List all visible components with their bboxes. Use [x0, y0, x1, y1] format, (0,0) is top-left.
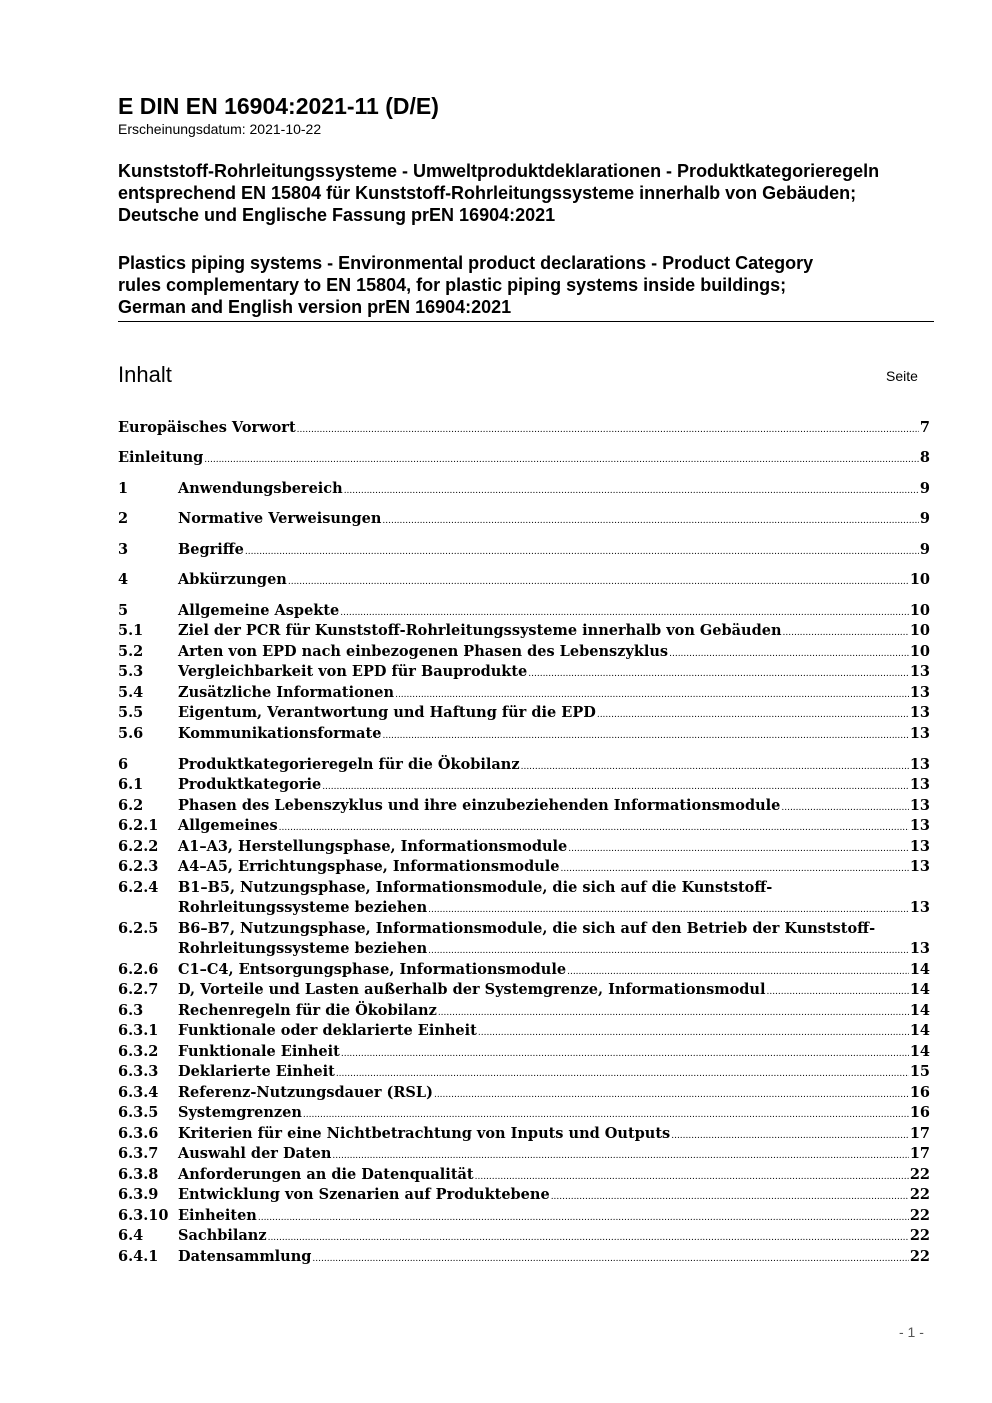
toc-entry-number: 6.2.1: [118, 817, 159, 834]
toc-entry[interactable]: [118, 662, 930, 682]
toc-dot-leader: [597, 703, 909, 725]
toc-entry-page: 9: [919, 541, 930, 558]
toc-entry-label-continued: Rohrleitungssysteme beziehen: [178, 940, 428, 957]
toc-dot-leader: [568, 837, 909, 859]
toc-entry-page: 10: [909, 622, 930, 639]
toc-dot-leader: [781, 796, 908, 818]
toc-entry-label: Einleitung: [118, 449, 204, 466]
toc-entry-number: 6.4.1: [118, 1248, 159, 1265]
toc-entry-number: 6.2.3: [118, 858, 159, 875]
toc-dot-leader: [336, 1062, 909, 1084]
toc-entry[interactable]: [118, 878, 930, 898]
toc-entry[interactable]: [118, 1226, 930, 1246]
toc-entry-page: 13: [909, 797, 930, 814]
toc-entry-page: 14: [909, 1043, 930, 1060]
toc-entry-number: 5.3: [118, 663, 144, 680]
toc-entry[interactable]: [118, 1165, 930, 1185]
toc-entry-label: Phasen des Lebenszyklus und ihre einzubeziehenden Informationsmodule: [178, 797, 781, 814]
toc-entry-label: C1–C4, Entsorgungsphase, Informationsmodule: [178, 961, 567, 978]
toc-entry[interactable]: [118, 642, 930, 662]
toc-entry[interactable]: [118, 1083, 930, 1103]
toc-entry-number: 2: [118, 510, 129, 527]
toc-entry-label: Produktkategorieregeln für die Ökobilanz: [178, 756, 520, 773]
toc-dot-leader: [528, 662, 909, 684]
toc-entry-page: 13: [909, 725, 930, 742]
toc-entry-number: 6.3: [118, 1002, 144, 1019]
toc-dot-leader: [341, 1042, 909, 1064]
toc-entry[interactable]: [118, 1042, 930, 1062]
toc-entry-number: 6.3.3: [118, 1063, 159, 1080]
toc-dot-leader: [428, 939, 909, 961]
toc-dot-leader: [297, 418, 919, 440]
toc-entry-label: Entwicklung von Szenarien auf Produktebene: [178, 1186, 550, 1203]
toc-entry-page: 10: [909, 602, 930, 619]
toc-entry-page: 10: [909, 643, 930, 660]
toc-dot-leader: [288, 570, 909, 592]
toc-entry-label: A4–A5, Errichtungsphase, Informationsmodule: [178, 858, 560, 875]
toc-entry[interactable]: [118, 1001, 930, 1021]
toc-entry[interactable]: [118, 775, 930, 795]
toc-entry-continuation[interactable]: [118, 939, 930, 959]
toc-entry-page: 13: [909, 940, 930, 957]
toc-entry-number: 6.2.2: [118, 838, 159, 855]
toc-entry-number: 4: [118, 571, 129, 588]
toc-entry-page: 13: [909, 776, 930, 793]
toc-entry-page: 16: [909, 1084, 930, 1101]
toc-dot-leader: [382, 509, 919, 531]
toc-entry-number: 6.3.7: [118, 1145, 159, 1162]
toc-entry-page: 13: [909, 684, 930, 701]
toc-entry-number: 6.4: [118, 1227, 144, 1244]
toc-entry-number: 5.5: [118, 704, 144, 721]
toc-entry[interactable]: [118, 919, 930, 939]
toc-entry[interactable]: [118, 1185, 930, 1205]
toc-entry-label: Allgemeine Aspekte: [178, 602, 340, 619]
toc-entry-label: Kommunikationsformate: [178, 725, 382, 742]
toc-entry-number: 5.4: [118, 684, 144, 701]
toc-entry-page: 14: [909, 1022, 930, 1039]
toc-entry[interactable]: [118, 960, 930, 980]
toc-entry[interactable]: [118, 479, 930, 499]
toc-entry[interactable]: [118, 683, 930, 703]
toc-dot-leader: [438, 1001, 909, 1023]
toc-entry[interactable]: [118, 703, 930, 723]
toc-entry-label: Europäisches Vorwort: [118, 419, 296, 436]
toc-entry-number: 6.3.10: [118, 1207, 169, 1224]
toc-entry[interactable]: [118, 418, 930, 438]
toc-dot-leader: [567, 960, 909, 982]
toc-entry[interactable]: [118, 1247, 930, 1267]
title-english-line: rules complementary to EN 15804, for plastic piping systems inside buildings;: [118, 275, 787, 295]
toc-dot-leader: [204, 448, 919, 470]
toc-entry-page: 7: [919, 419, 930, 436]
toc-entry[interactable]: [118, 509, 930, 529]
toc-entry[interactable]: [118, 1124, 930, 1144]
toc-entry-number: 5.2: [118, 643, 144, 660]
title-english-line: German and English version prEN 16904:2021: [118, 297, 512, 317]
toc-entry-label: Funktionale Einheit: [178, 1043, 340, 1060]
toc-entry-label: Auswahl der Daten: [178, 1145, 332, 1162]
toc-entry[interactable]: [118, 1144, 930, 1164]
toc-dot-leader: [245, 540, 919, 562]
toc-entry-page: 22: [909, 1248, 930, 1265]
toc-entry-page: 8: [919, 449, 930, 466]
toc-entry-label: Abkürzungen: [178, 571, 287, 588]
toc-entry-number: 1: [118, 480, 129, 497]
table-of-contents: [118, 0, 930, 1403]
toc-entry-number: 5.1: [118, 622, 144, 639]
toc-entry-label: D, Vorteile und Lasten außerhalb der Systemgrenze, Informationsmodul: [178, 981, 766, 998]
toc-entry[interactable]: [118, 540, 930, 560]
toc-entry[interactable]: [118, 1021, 930, 1041]
toc-entry-page: 13: [909, 756, 930, 773]
toc-entry-label: Allgemeines: [178, 817, 278, 834]
toc-dot-leader: [561, 857, 909, 879]
toc-dot-leader: [303, 1103, 909, 1125]
toc-entry[interactable]: [118, 1206, 930, 1226]
toc-entry-number: 5: [118, 602, 129, 619]
toc-entry-number: 6.2.4: [118, 879, 159, 896]
toc-dot-leader: [340, 601, 909, 623]
toc-entry-page: 14: [909, 1002, 930, 1019]
toc-entry-label: Eigentum, Verantwortung und Haftung für die EPD: [178, 704, 596, 721]
toc-entry[interactable]: [118, 796, 930, 816]
page-number: - 1 -: [899, 1324, 924, 1340]
toc-entry-page: 17: [909, 1145, 930, 1162]
document-id: E DIN EN 16904:2021-11 (D/E): [118, 93, 439, 119]
publication-date: Erscheinungsdatum: 2021-10-22: [118, 121, 322, 137]
toc-dot-leader: [671, 1124, 909, 1146]
toc-entry-label: Sachbilanz: [178, 1227, 267, 1244]
toc-dot-leader: [279, 816, 909, 838]
toc-entry-page: 13: [909, 704, 930, 721]
title-english-line: Plastics piping systems - Environmental product declarations - Product Category: [118, 253, 814, 273]
toc-entry-page: 14: [909, 981, 930, 998]
toc-dot-leader: [258, 1206, 909, 1228]
toc-entry-number: 6.2: [118, 797, 144, 814]
toc-entry-label-continued: Rohrleitungssysteme beziehen: [178, 899, 428, 916]
toc-entry-label: Vergleichbarkeit von EPD für Bauprodukte: [178, 663, 528, 680]
toc-dot-leader: [322, 775, 909, 797]
toc-entry-page: 22: [909, 1227, 930, 1244]
toc-entry[interactable]: [118, 837, 930, 857]
toc-entry-page: 22: [909, 1166, 930, 1183]
toc-entry[interactable]: [118, 1062, 930, 1082]
toc-entry-number: 6.3.1: [118, 1022, 159, 1039]
toc-entry-page: 9: [919, 510, 930, 527]
toc-dot-leader: [332, 1144, 908, 1166]
toc-entry-label: Funktionale oder deklarierte Einheit: [178, 1022, 477, 1039]
toc-dot-leader: [783, 621, 909, 643]
toc-dot-leader: [312, 1247, 908, 1269]
toc-entry-label: A1–A3, Herstellungsphase, Informationsmodule: [178, 838, 568, 855]
toc-entry-page: 22: [909, 1186, 930, 1203]
toc-entry-label: Ziel der PCR für Kunststoff-Rohrleitungssysteme innerhalb von Gebäuden: [178, 622, 782, 639]
toc-entry-number: 6.3.8: [118, 1166, 159, 1183]
toc-entry-page: 14: [909, 961, 930, 978]
toc-entry-label: Zusätzliche Informationen: [178, 684, 395, 701]
toc-entry-continuation[interactable]: [118, 898, 930, 918]
toc-entry[interactable]: [118, 448, 930, 468]
toc-entry-label: Deklarierte Einheit: [178, 1063, 335, 1080]
toc-dot-leader: [434, 1083, 909, 1105]
toc-entry-label: Anwendungsbereich: [178, 480, 343, 497]
toc-entry-label: Normative Verweisungen: [178, 510, 382, 527]
toc-dot-leader: [766, 980, 908, 1002]
toc-entry-number: 6.3.4: [118, 1084, 159, 1101]
toc-entry-number: 6.2.5: [118, 920, 159, 937]
toc-entry-page: 16: [909, 1104, 930, 1121]
toc-entry[interactable]: [118, 857, 930, 877]
toc-entry-label: Einheiten: [178, 1207, 257, 1224]
toc-entry-page: 13: [909, 899, 930, 916]
toc-entry-label: Anforderungen an die Datenqualität: [178, 1166, 474, 1183]
toc-entry[interactable]: [118, 755, 930, 775]
toc-entry-page: 13: [909, 858, 930, 875]
toc-dot-leader: [475, 1165, 909, 1187]
title-german: Kunststoff-Rohrleitungssysteme - Umweltproduktdeklarationen - Produktkategorieregeln entsprechend EN 15804 für Kunststoff-Rohrleitungssysteme innerhalb von Gebäuden; Deutsche und Englische Fassung prEN 16904:2021: [118, 161, 880, 225]
toc-heading: Inhalt: [118, 362, 172, 387]
toc-entry-number: 6.2.6: [118, 961, 159, 978]
toc-page-column-label: Seite: [886, 368, 918, 384]
toc-dot-leader: [382, 724, 908, 746]
toc-entry-number: 6.1: [118, 776, 144, 793]
toc-dot-leader: [521, 755, 909, 777]
toc-entry-page: 15: [909, 1063, 930, 1080]
toc-entry-number: 5.6: [118, 725, 144, 742]
toc-entry-page: 13: [909, 838, 930, 855]
toc-dot-leader: [551, 1185, 909, 1207]
toc-entry-label: B6–B7, Nutzungsphase, Informationsmodule, die sich auf den Betrieb der Kunststoff-: [178, 920, 876, 937]
toc-entry[interactable]: [118, 1103, 930, 1123]
toc-entry-label: Begriffe: [178, 541, 244, 558]
toc-entry-label: Datensammlung: [178, 1248, 312, 1265]
toc-entry-page: 13: [909, 817, 930, 834]
toc-entry-label: B1–B5, Nutzungsphase, Informationsmodule, die sich auf die Kunststoff-: [178, 879, 773, 896]
toc-entry[interactable]: [118, 601, 930, 621]
toc-entry-number: 6.2.7: [118, 981, 159, 998]
toc-entry[interactable]: [118, 724, 930, 744]
toc-dot-leader: [395, 683, 909, 705]
toc-entry-page: 22: [909, 1207, 930, 1224]
toc-entry-number: 6.3.6: [118, 1125, 159, 1142]
toc-entry-label: Referenz-Nutzungsdauer (RSL): [178, 1084, 433, 1101]
toc-entry-label: Systemgrenzen: [178, 1104, 302, 1121]
toc-dot-leader: [478, 1021, 909, 1043]
toc-entry-label: Produktkategorie: [178, 776, 322, 793]
toc-dot-leader: [344, 479, 919, 501]
toc-entry-page: 17: [909, 1125, 930, 1142]
toc-entry-number: 6.3.9: [118, 1186, 159, 1203]
toc-entry-page: 13: [909, 663, 930, 680]
toc-entry-page: 9: [919, 480, 930, 497]
toc-entry-label: Rechenregeln für die Ökobilanz: [178, 1002, 437, 1019]
toc-entry-number: 6: [118, 756, 129, 773]
toc-dot-leader: [428, 898, 909, 920]
toc-entry[interactable]: [118, 570, 930, 590]
toc-entry-number: 6.3.5: [118, 1104, 159, 1121]
toc-entry-number: 3: [118, 541, 129, 558]
toc-entry-label: Arten von EPD nach einbezogenen Phasen des Lebenszyklus: [178, 643, 669, 660]
toc-entry[interactable]: [118, 816, 930, 836]
toc-dot-leader: [268, 1226, 909, 1248]
toc-entry-label: Kriterien für eine Nichtbetrachtung von Inputs und Outputs: [178, 1125, 671, 1142]
toc-dot-leader: [669, 642, 909, 664]
toc-entry[interactable]: [118, 980, 930, 1000]
toc-entry[interactable]: [118, 621, 930, 641]
toc-entry-page: 10: [909, 571, 930, 588]
toc-entry-number: 6.3.2: [118, 1043, 159, 1060]
